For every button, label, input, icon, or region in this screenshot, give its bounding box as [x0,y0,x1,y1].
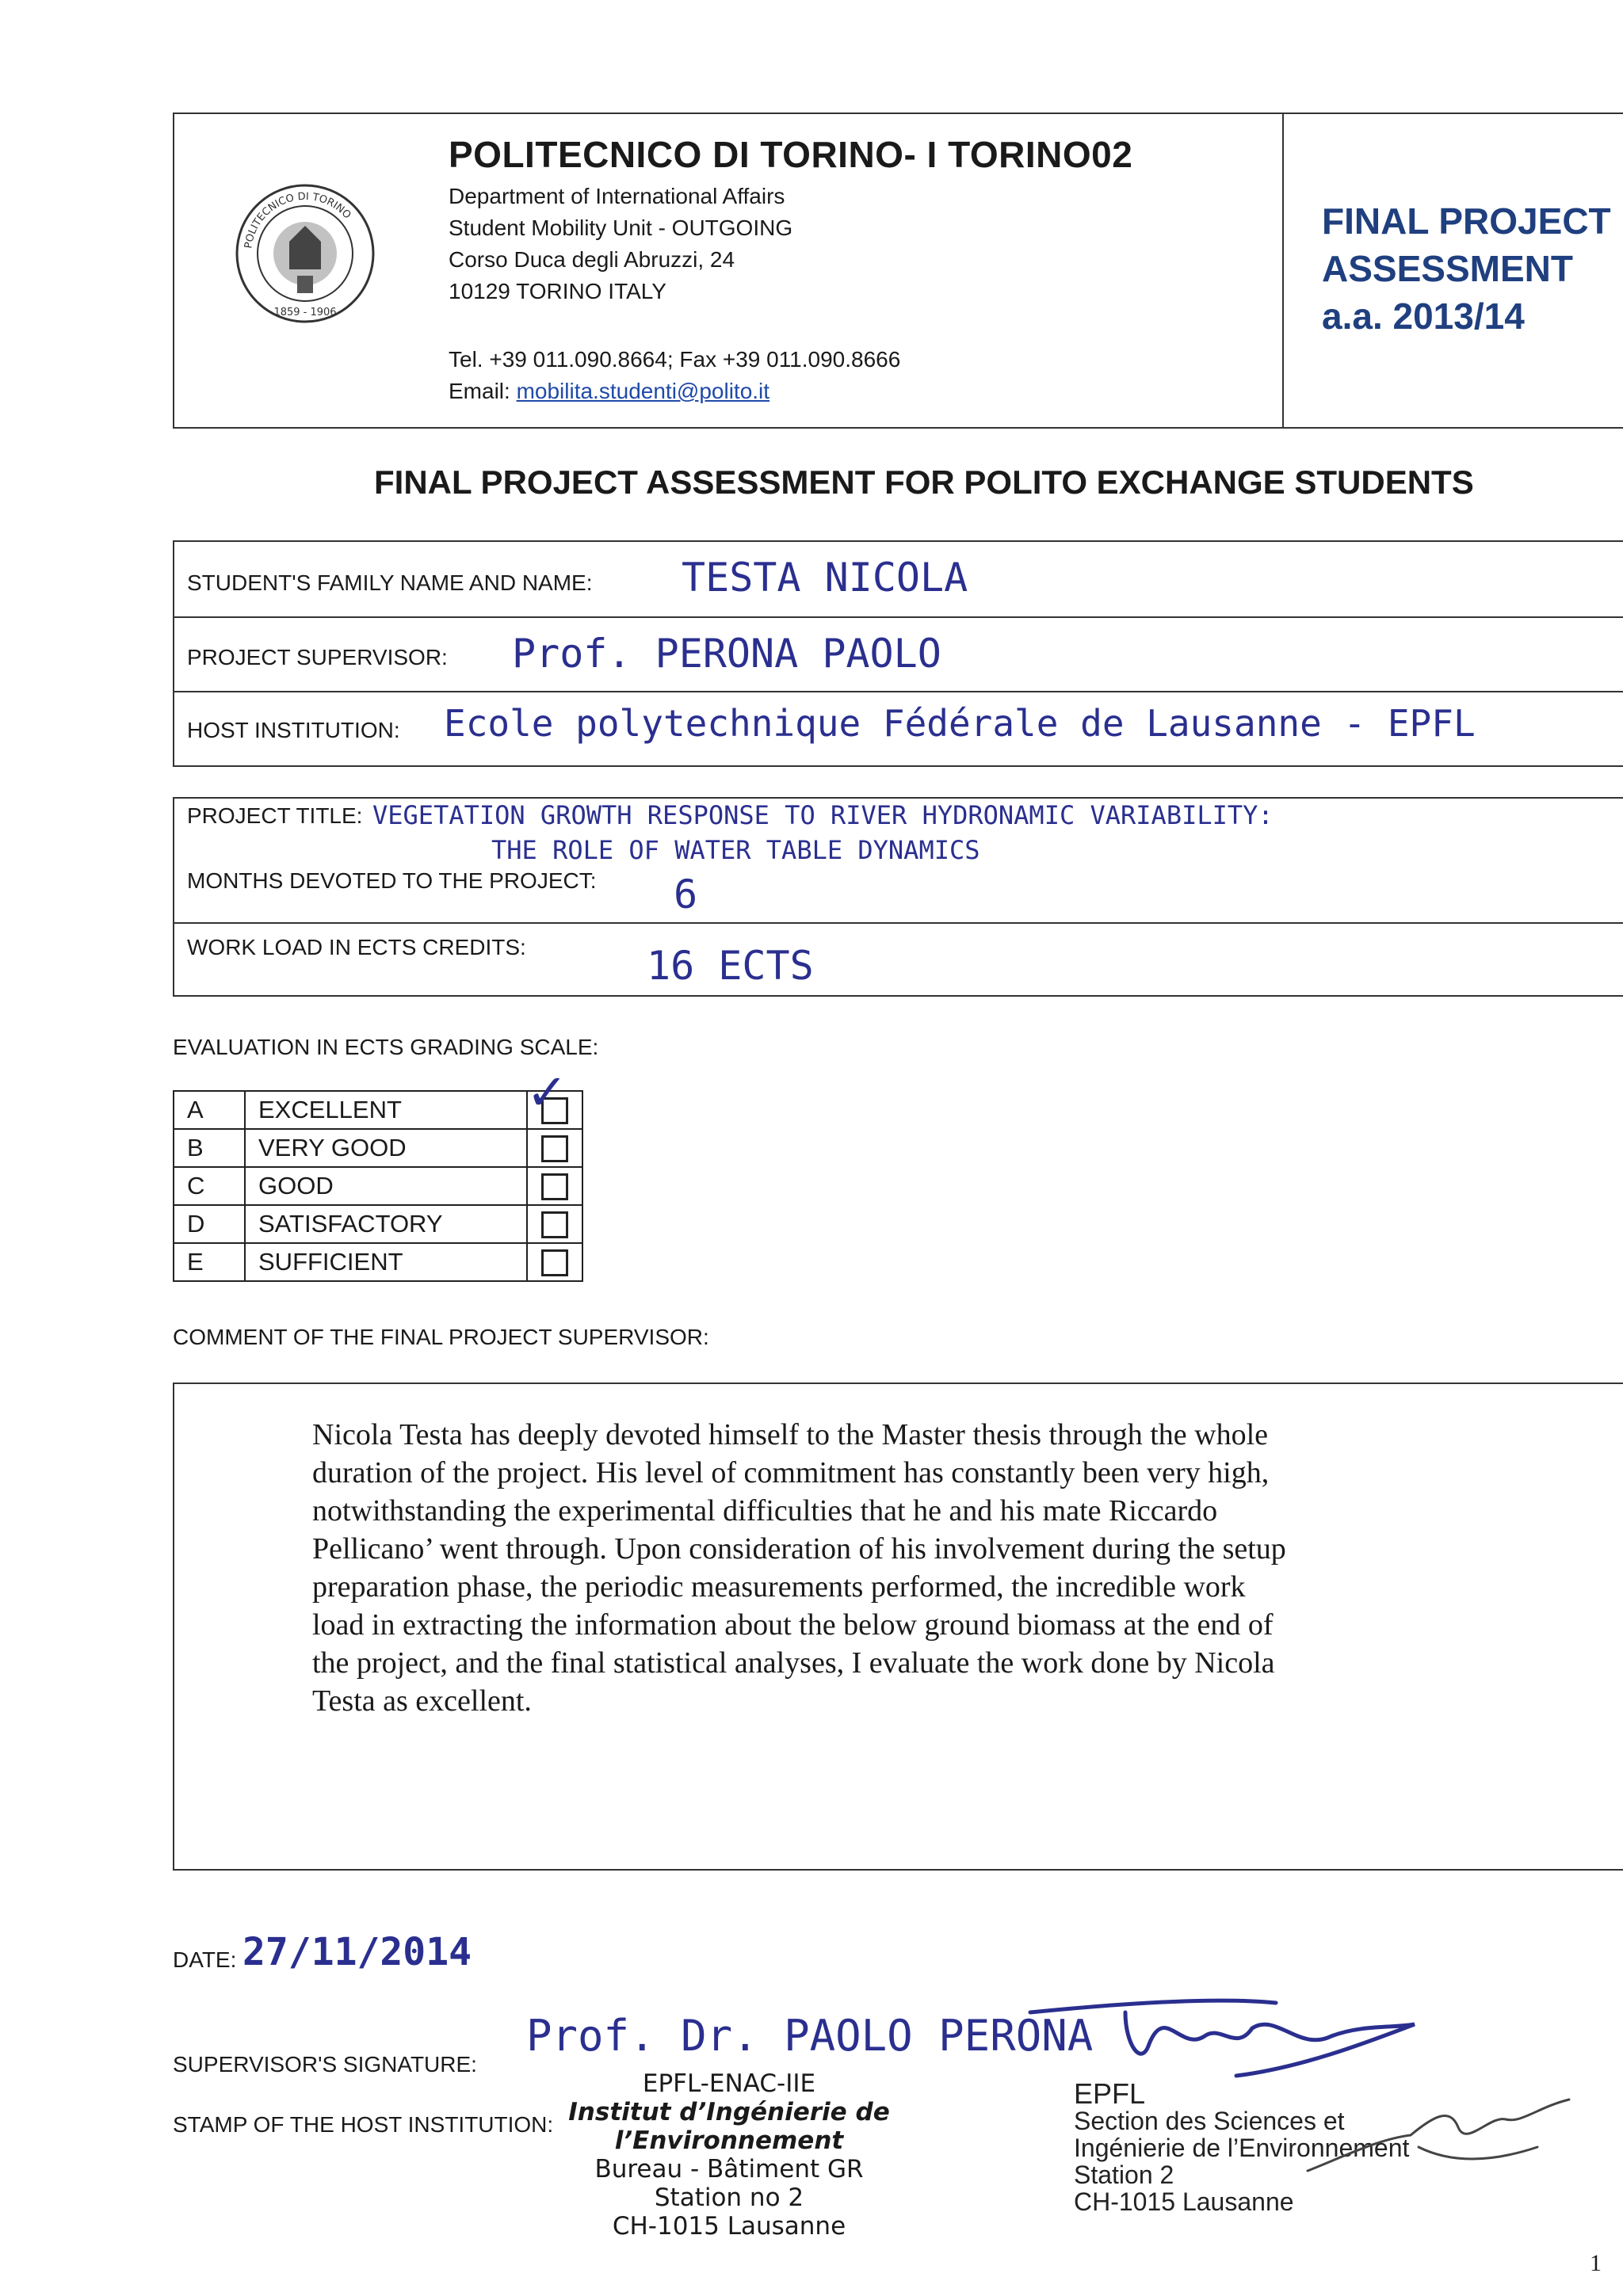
signature-name: Prof. Dr. PAOLO PERONA [526,2011,1094,2061]
email-line [449,379,769,404]
stamp2-line: Station 2 [1074,2161,1174,2189]
grade-desc: VERY GOOD [245,1129,527,1167]
stamp-line: Station no 2 [654,2183,804,2212]
grade-letter: D [174,1205,245,1243]
grade-desc: SATISFACTORY [245,1205,527,1243]
check-mark-icon: ✓ [529,1057,564,1123]
grade-row [174,1091,582,1129]
grading-label: EVALUATION IN ECTS GRADING SCALE: [173,1035,599,1059]
grade-letter: C [174,1167,245,1205]
email-label: Email: [449,379,517,403]
stamp2-line: Section des Sciences et [1074,2107,1345,2135]
project-title-value-1: VEGETATION GROWTH RESPONSE TO RIVER HYDRONAMIC VARIABILITY: [372,800,1274,830]
stamp2-line: EPFL [1074,2077,1146,2110]
student-label: STUDENT'S FAMILY NAME AND NAME: [187,570,593,595]
signature-label: SUPERVISOR'S SIGNATURE: [173,2052,477,2077]
stamp2-line: Ingénierie de l’Environnement [1074,2134,1410,2162]
signature-scribble-icon [1014,1981,1426,2092]
assessment-title-1: FINAL PROJECT [1322,200,1611,242]
stamp-line: Bureau - Bâtiment GR [594,2155,864,2183]
form-line [173,616,1623,618]
grade-row [174,1243,582,1281]
grade-desc: SUFFICIENT [245,1243,527,1281]
page-title: FINAL PROJECT ASSESSMENT FOR POLITO EXCHANGE STUDENTS [374,463,1474,501]
grade-row [174,1205,582,1243]
host-value: Ecole polytechnique Fédérale de Lausanne - EPFL [444,702,1476,745]
form-border [173,797,174,997]
date-label: DATE: [173,1947,237,1972]
comment-line: notwithstanding the experimental difficulties that he and his mate Riccardo [312,1494,1218,1527]
grade-checkbox-e[interactable] [541,1249,568,1276]
address-line-1: Department of International Affairs [449,184,785,208]
comment-label: COMMENT OF THE FINAL PROJECT SUPERVISOR: [173,1325,709,1349]
stamp2-line: CH-1015 Lausanne [1074,2187,1294,2216]
page-number: 1 [1590,2250,1602,2276]
form-line [173,995,1623,997]
months-label: MONTHS DEVOTED TO THE PROJECT: [187,868,597,893]
form-line [173,765,1623,767]
supervisor-label: PROJECT SUPERVISOR: [187,645,448,669]
stamp-line: EPFL-ENAC-IIE [642,2069,816,2098]
form-line [173,797,1623,799]
grade-letter: A [174,1091,245,1129]
institute-stamp [491,2069,967,2241]
form-line [173,922,1623,924]
grade-desc: EXCELLENT [245,1091,527,1129]
assessment-title-2: ASSESSMENT [1322,248,1573,289]
phone-fax: Tel. +39 011.090.8664; Fax +39 011.090.8666 [449,347,901,372]
comment-line: duration of the project. His level of commitment has constantly been very high, [312,1456,1270,1489]
grade-row [174,1167,582,1205]
grade-row [174,1129,582,1167]
comment-line: preparation phase, the periodic measurements performed, the incredible work [312,1570,1246,1604]
seal-years: 1859 - 1906 [273,307,337,318]
stamp-line: Institut d’Ingénierie de l’Environnement [568,2098,890,2155]
grade-desc: GOOD [245,1167,527,1205]
student-value: TESTA NICOLA [682,555,968,601]
signature-scribble-2-icon [1300,2092,1585,2203]
grade-letter: B [174,1129,245,1167]
seal-text: POLITECNICO DI TORINO [242,190,353,250]
form-line [173,691,1623,692]
comment-line: the project, and the final statistical analyses, I evaluate the work done by Nicola [312,1646,1275,1680]
email-link[interactable]: mobilita.studenti@polito.it [516,379,770,403]
host-label: HOST INSTITUTION: [187,718,400,742]
address-line-3: Corso Duca degli Abruzzi, 24 [449,247,735,272]
comment-line: Pellicano’ went through. Upon consideration of his involvement during the setup [312,1532,1286,1566]
form-line [173,540,1623,542]
form-border [173,540,174,767]
stamp-line: CH-1015 Lausanne [612,2212,846,2241]
comment-line: Nicola Testa has deeply devoted himself to the Master thesis through the whole [312,1418,1269,1451]
academic-year: a.a. 2013/14 [1322,296,1525,337]
university-seal-icon [234,182,376,325]
stamp-label: STAMP OF THE HOST INSTITUTION: [173,2112,554,2137]
grading-table [173,1090,583,1282]
date-value: 27/11/2014 [242,1930,472,1974]
comment-text [312,1416,1453,1720]
workload-label: WORK LOAD IN ECTS CREDITS: [187,935,526,959]
project-title-label: PROJECT TITLE: [187,803,363,828]
workload-value: 16 ECTS [647,943,814,989]
grade-letter: E [174,1243,245,1281]
address-line-4: 10129 TORINO ITALY [449,279,666,303]
supervisor-value: Prof. PERONA PAOLO [512,631,941,677]
university-name: POLITECNICO DI TORINO- I TORINO02 [449,134,1133,175]
months-value: 6 [674,871,698,917]
grade-checkbox-b[interactable] [541,1135,568,1162]
grade-checkbox-c[interactable] [541,1173,568,1200]
grade-checkbox-d[interactable] [541,1211,568,1238]
comment-line: Testa as excellent. [312,1684,532,1718]
project-title-value-2: THE ROLE OF WATER TABLE DYNAMICS [491,835,980,865]
comment-line: load in extracting the information about the below ground biomass at the end of [312,1608,1274,1642]
address-line-2: Student Mobility Unit - OUTGOING [449,215,793,240]
header-divider [1282,113,1284,427]
